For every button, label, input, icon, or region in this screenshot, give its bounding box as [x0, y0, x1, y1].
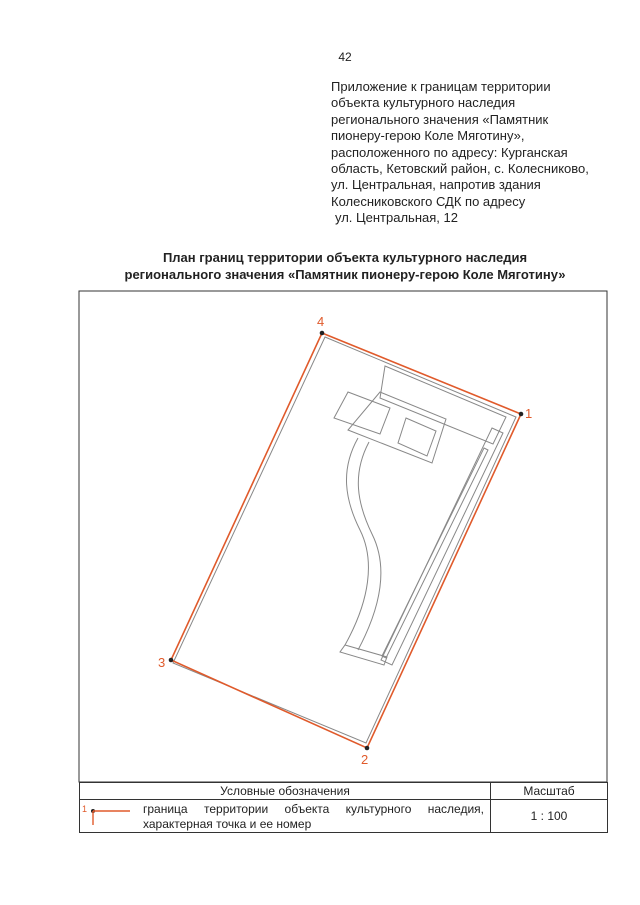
boundary-point-3: [169, 658, 174, 663]
appendix-line: Колесниковского СДК по адресу: [331, 193, 526, 209]
appendix-line: область, Кетовский район, с. Колесниково,: [331, 161, 589, 177]
boundary-sample-icon: [82, 803, 132, 829]
appendix-line: расположенного по адресу: Курганская: [331, 144, 568, 160]
curved-path-left: [345, 438, 368, 645]
plan-title-line-1: План границ территории объекта культурного наследия: [162, 250, 528, 265]
point-label-3: 3: [158, 655, 166, 670]
sample-point-label: 1: [82, 804, 88, 814]
path-end: [340, 645, 387, 665]
legend-row: [80, 800, 608, 833]
legend-scale-header: Масштаб: [491, 783, 608, 800]
legend-scale-value: 1 : 100: [491, 800, 608, 833]
legend-header-row: [80, 783, 608, 800]
appendix-line: ул. Центральная, напротив здания: [331, 177, 541, 193]
plan-title-line-2: регионального значения «Памятник пионеру-герою Коле Мяготину»: [124, 266, 566, 282]
curved-path-right: [358, 442, 381, 650]
appendix-line: объекта культурного наследия: [331, 95, 516, 111]
pedestal-block-right: [398, 418, 436, 456]
legend-description: граница территории объекта культурного наследия, характерная точка и ее номер: [143, 802, 484, 831]
point-label-4: 4: [317, 314, 325, 329]
page-number: 42: [338, 50, 352, 64]
appendix-line: Приложение к границам территории: [331, 79, 551, 94]
point-label-2: 2: [361, 752, 369, 767]
boundary-point-1: [519, 412, 524, 417]
appendix-line: регионального значения «Памятник: [331, 111, 549, 127]
boundary-point-2: [365, 746, 370, 751]
legend-description-cell: [80, 800, 491, 833]
point-label-1: 1: [525, 406, 533, 421]
appendix-line: пионеру-герою Коле Мяготину»,: [331, 128, 525, 144]
right-strip-inner: [382, 448, 488, 658]
right-strip: [381, 428, 503, 665]
legend-symbols-header: Условные обозначения: [80, 783, 491, 800]
plan-frame: [79, 291, 607, 782]
boundary-point-4: [320, 331, 325, 336]
appendix-line: ул. Центральная, 12: [335, 210, 458, 226]
legend-table: [79, 782, 608, 833]
